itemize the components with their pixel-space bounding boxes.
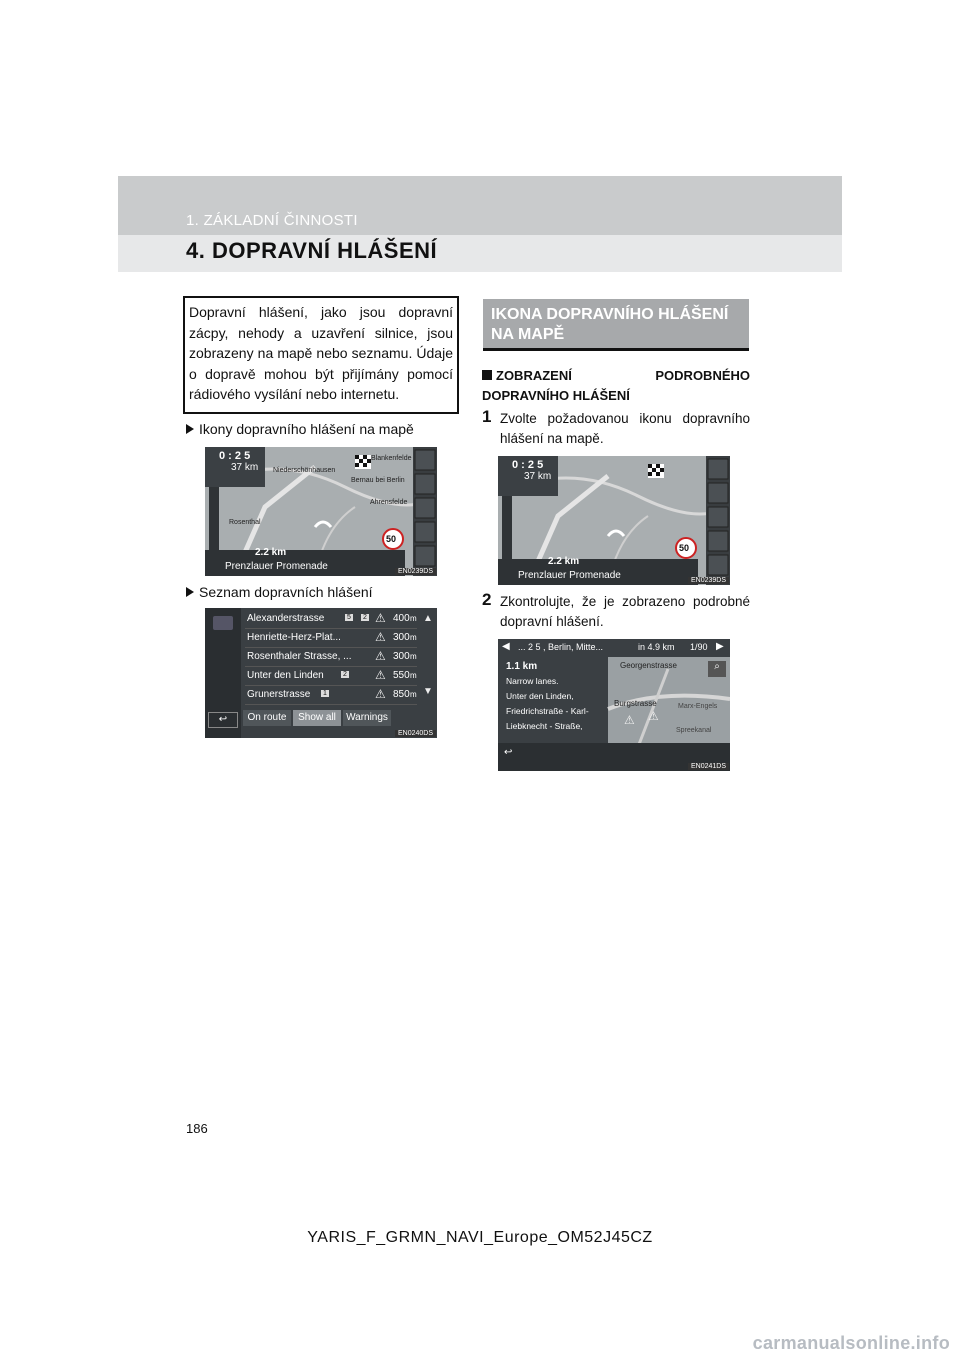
back-button[interactable]: ↩ xyxy=(504,747,513,758)
warning-icon: ⚠ xyxy=(375,649,386,663)
back-button[interactable]: ↩ xyxy=(208,712,238,728)
scroll-up-icon[interactable]: ▲ xyxy=(423,613,433,624)
subsection-heading: ZOBRAZENÍ PODROBNÉHO DOPRAVNÍHO HLÁŠENÍ xyxy=(482,368,750,403)
tab-show-all[interactable]: Show all xyxy=(293,710,341,726)
warning-icon: ⚠ xyxy=(375,668,386,682)
street-name: Prenzlauer Promenade xyxy=(518,570,621,581)
warning-icon[interactable]: ⚠ xyxy=(624,713,635,727)
table-row[interactable]: Unter den Linden 2 ⚠ 550 m xyxy=(245,667,417,686)
table-row[interactable]: Alexanderstrasse 2 5 ⚠ 400 m xyxy=(245,610,417,629)
traffic-detail-screenshot: ◀ ... 2 5 , Berlin, Mitte... in 4.9 km 1/90 ▶ 1.1 km Narrow lanes. Unter den Linden, Friedrichstraße - Karl- Liebknecht - Straße, Georgenstrasse Burgstrasse Marx-Engels Spreekanal ⚠ ⚠ ⌕ ↩ EN0241DS xyxy=(498,639,730,771)
figure-code: EN0241DS xyxy=(688,763,729,770)
section-heading: IKONA DOPRAVNÍHO HLÁŠENÍ NA MAPĚ xyxy=(483,299,749,351)
remaining-distance: 37 km xyxy=(231,462,259,473)
table-row[interactable]: Rosenthaler Strasse, ... ⚠ 300 m xyxy=(245,648,417,667)
step-1: 1 Zvolte požadovanou ikonu dopravního hlášení na mapě. xyxy=(482,407,750,446)
warning-icon: ⚠ xyxy=(375,611,386,625)
section-label: 1. ZÁKLADNÍ ČINNOSTI xyxy=(186,212,358,229)
scroll-down-icon[interactable]: ▼ xyxy=(423,686,433,697)
place-label: Bernau bei Berlin xyxy=(351,477,405,484)
warning-icon[interactable]: ⚠ xyxy=(648,709,659,723)
eta-time: 0 : 2 5 xyxy=(219,450,251,462)
figure-code: EN0240DS xyxy=(395,730,436,737)
page-title: 4. DOPRAVNÍ HLÁŠENÍ xyxy=(186,238,438,263)
map-screenshot xyxy=(498,456,730,585)
road-badge: 1 xyxy=(323,690,327,697)
intro-box: Dopravní hlášení, jako jsou dopravní zácpy, nehody a uzavření silnice, jsou zobrazeny na mapě nebo seznamu. Údaje o dopravě mohou být přijímány pomocí rádiového vysílání nebo internetu. xyxy=(183,296,459,414)
list-item-map-icons: Ikony dopravního hlášení na mapě xyxy=(186,421,414,437)
street-name: Prenzlauer Promenade xyxy=(225,561,328,572)
place-label: Ahrensfelde xyxy=(370,499,408,506)
list-item-report-list: Seznam dopravních hlášení xyxy=(186,584,373,600)
tab-warnings[interactable]: Warnings xyxy=(343,710,391,726)
figure-code: EN0239DS xyxy=(395,568,436,575)
triangle-bullet-icon xyxy=(186,587,194,597)
map-icon[interactable] xyxy=(213,616,233,630)
road-badge: 2 xyxy=(363,614,367,621)
turn-distance: 2.2 km xyxy=(255,547,287,558)
speed-limit-sign: 50 xyxy=(679,543,690,553)
remaining-distance: 37 km xyxy=(524,471,552,482)
place-label: Niederschönhausen xyxy=(273,467,336,474)
table-row[interactable]: Grunerstrasse 1 ⚠ 850 m xyxy=(245,686,417,705)
zoom-icon[interactable]: ⌕ xyxy=(708,661,726,677)
prev-arrow-icon[interactable]: ◀ xyxy=(502,641,510,652)
warning-icon: ⚠ xyxy=(375,687,386,701)
speed-limit-sign: 50 xyxy=(386,534,397,544)
triangle-bullet-icon xyxy=(186,424,194,434)
place-label: Blankenfelde xyxy=(371,455,412,462)
traffic-list-screenshot xyxy=(205,608,437,738)
step-2: 2 Zkontrolujte, že je zobrazeno podrobné dopravní hlášení. xyxy=(482,590,750,629)
turn-distance: 2.2 km xyxy=(548,556,580,567)
page-header xyxy=(118,176,842,272)
map-screenshot xyxy=(205,447,437,576)
page-number: 186 xyxy=(186,1121,208,1136)
warning-icon: ⚠ xyxy=(375,630,386,644)
document-code: YARIS_F_GRMN_NAVI_Europe_OM52J45CZ xyxy=(307,1229,653,1246)
watermark: carmanualsonline.info xyxy=(752,1333,950,1353)
eta-time: 0 : 2 5 xyxy=(512,459,544,471)
road-badge: 5 xyxy=(347,614,351,621)
table-row[interactable]: Henriette-Herz-Plat... ⚠ 300 m xyxy=(245,629,417,648)
road-badge: 2 xyxy=(343,671,347,678)
next-arrow-icon[interactable]: ▶ xyxy=(716,641,724,652)
square-bullet-icon xyxy=(482,370,492,380)
place-label: Rosenthal xyxy=(229,519,261,526)
figure-code: EN0239DS xyxy=(688,577,729,584)
tab-on-route[interactable]: On route xyxy=(243,710,291,726)
